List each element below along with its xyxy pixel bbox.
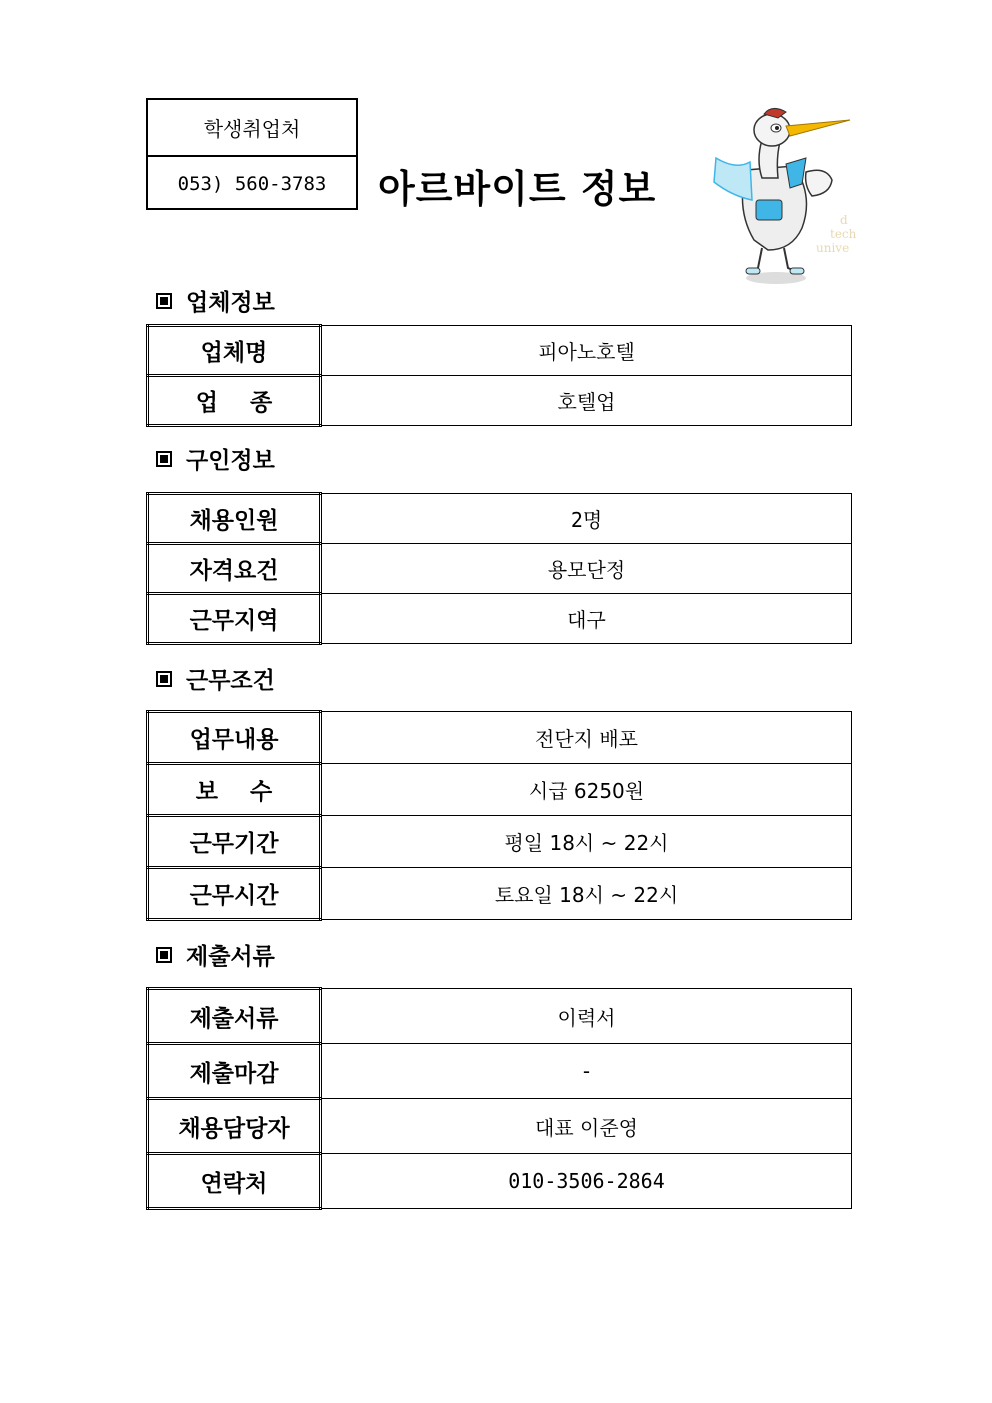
table-row: [148, 1044, 852, 1099]
table-row: [148, 764, 852, 816]
row-label: 업 종: [148, 376, 321, 426]
watermark-line: tech: [830, 227, 856, 241]
row-label: 보 수: [148, 764, 321, 816]
documents-table: [146, 987, 852, 1210]
row-value: -: [321, 1044, 852, 1099]
section-title-conditions: [156, 662, 275, 695]
table-row: [148, 989, 852, 1044]
filled-square-icon: [156, 671, 172, 687]
section-title-text: 근무조건: [186, 668, 275, 694]
table-row: [148, 1099, 852, 1154]
row-label: 제출마감: [148, 1044, 321, 1099]
page-title: 아르바이트 정보: [378, 167, 657, 211]
section-title-text: 제출서류: [186, 944, 275, 970]
table-row: [148, 326, 852, 376]
row-value: 이력서: [321, 989, 852, 1044]
filled-square-icon: [156, 947, 172, 963]
watermark-line: unive: [816, 241, 850, 255]
watermark-line: d: [840, 213, 848, 227]
row-value: 호텔업: [321, 376, 852, 426]
company-table: [146, 324, 852, 427]
row-label: 자격요건: [148, 544, 321, 594]
row-label: 업무내용: [148, 712, 321, 764]
row-value: 토요일 18시 ~ 22시: [321, 868, 852, 920]
table-row: [148, 494, 852, 544]
row-label: 업체명: [148, 326, 321, 376]
filled-square-icon: [156, 293, 172, 309]
row-value: 평일 18시 ~ 22시: [321, 816, 852, 868]
section-title-text: 업체정보: [186, 290, 275, 316]
office-name: 학생취업처: [203, 117, 301, 141]
row-label: 근무시간: [148, 868, 321, 920]
row-label: 근무지역: [148, 594, 321, 644]
table-row: [148, 712, 852, 764]
row-label: 채용담당자: [148, 1099, 321, 1154]
row-value: 2명: [321, 494, 852, 544]
table-row: [148, 1154, 852, 1209]
filled-square-icon: [156, 451, 172, 467]
section-title-recruit: [156, 442, 275, 475]
row-label: 연락처: [148, 1154, 321, 1209]
row-value: 대구: [321, 594, 852, 644]
contact-box: [146, 98, 358, 210]
section-title-text: 구인정보: [186, 448, 275, 474]
table-row: [148, 594, 852, 644]
row-value: 시급 6250원: [321, 764, 852, 816]
row-value: 용모단정: [321, 544, 852, 594]
table-row: [148, 544, 852, 594]
section-title-documents: [156, 938, 275, 971]
row-label: 근무기간: [148, 816, 321, 868]
row-value: 피아노호텔: [321, 326, 852, 376]
recruit-table: [146, 492, 852, 645]
table-row: [148, 376, 852, 426]
table-row: [148, 868, 852, 920]
section-title-company: [156, 284, 275, 317]
office-phone: 053) 560-3783: [148, 155, 356, 210]
crane-mascot-icon: [706, 100, 856, 290]
table-row: [148, 816, 852, 868]
row-value: 010-3506-2864: [321, 1154, 852, 1209]
row-value: 전단지 배포: [321, 712, 852, 764]
conditions-table: [146, 710, 852, 921]
row-value: 대표 이준영: [321, 1099, 852, 1154]
row-label: 채용인원: [148, 494, 321, 544]
row-label: 제출서류: [148, 989, 321, 1044]
